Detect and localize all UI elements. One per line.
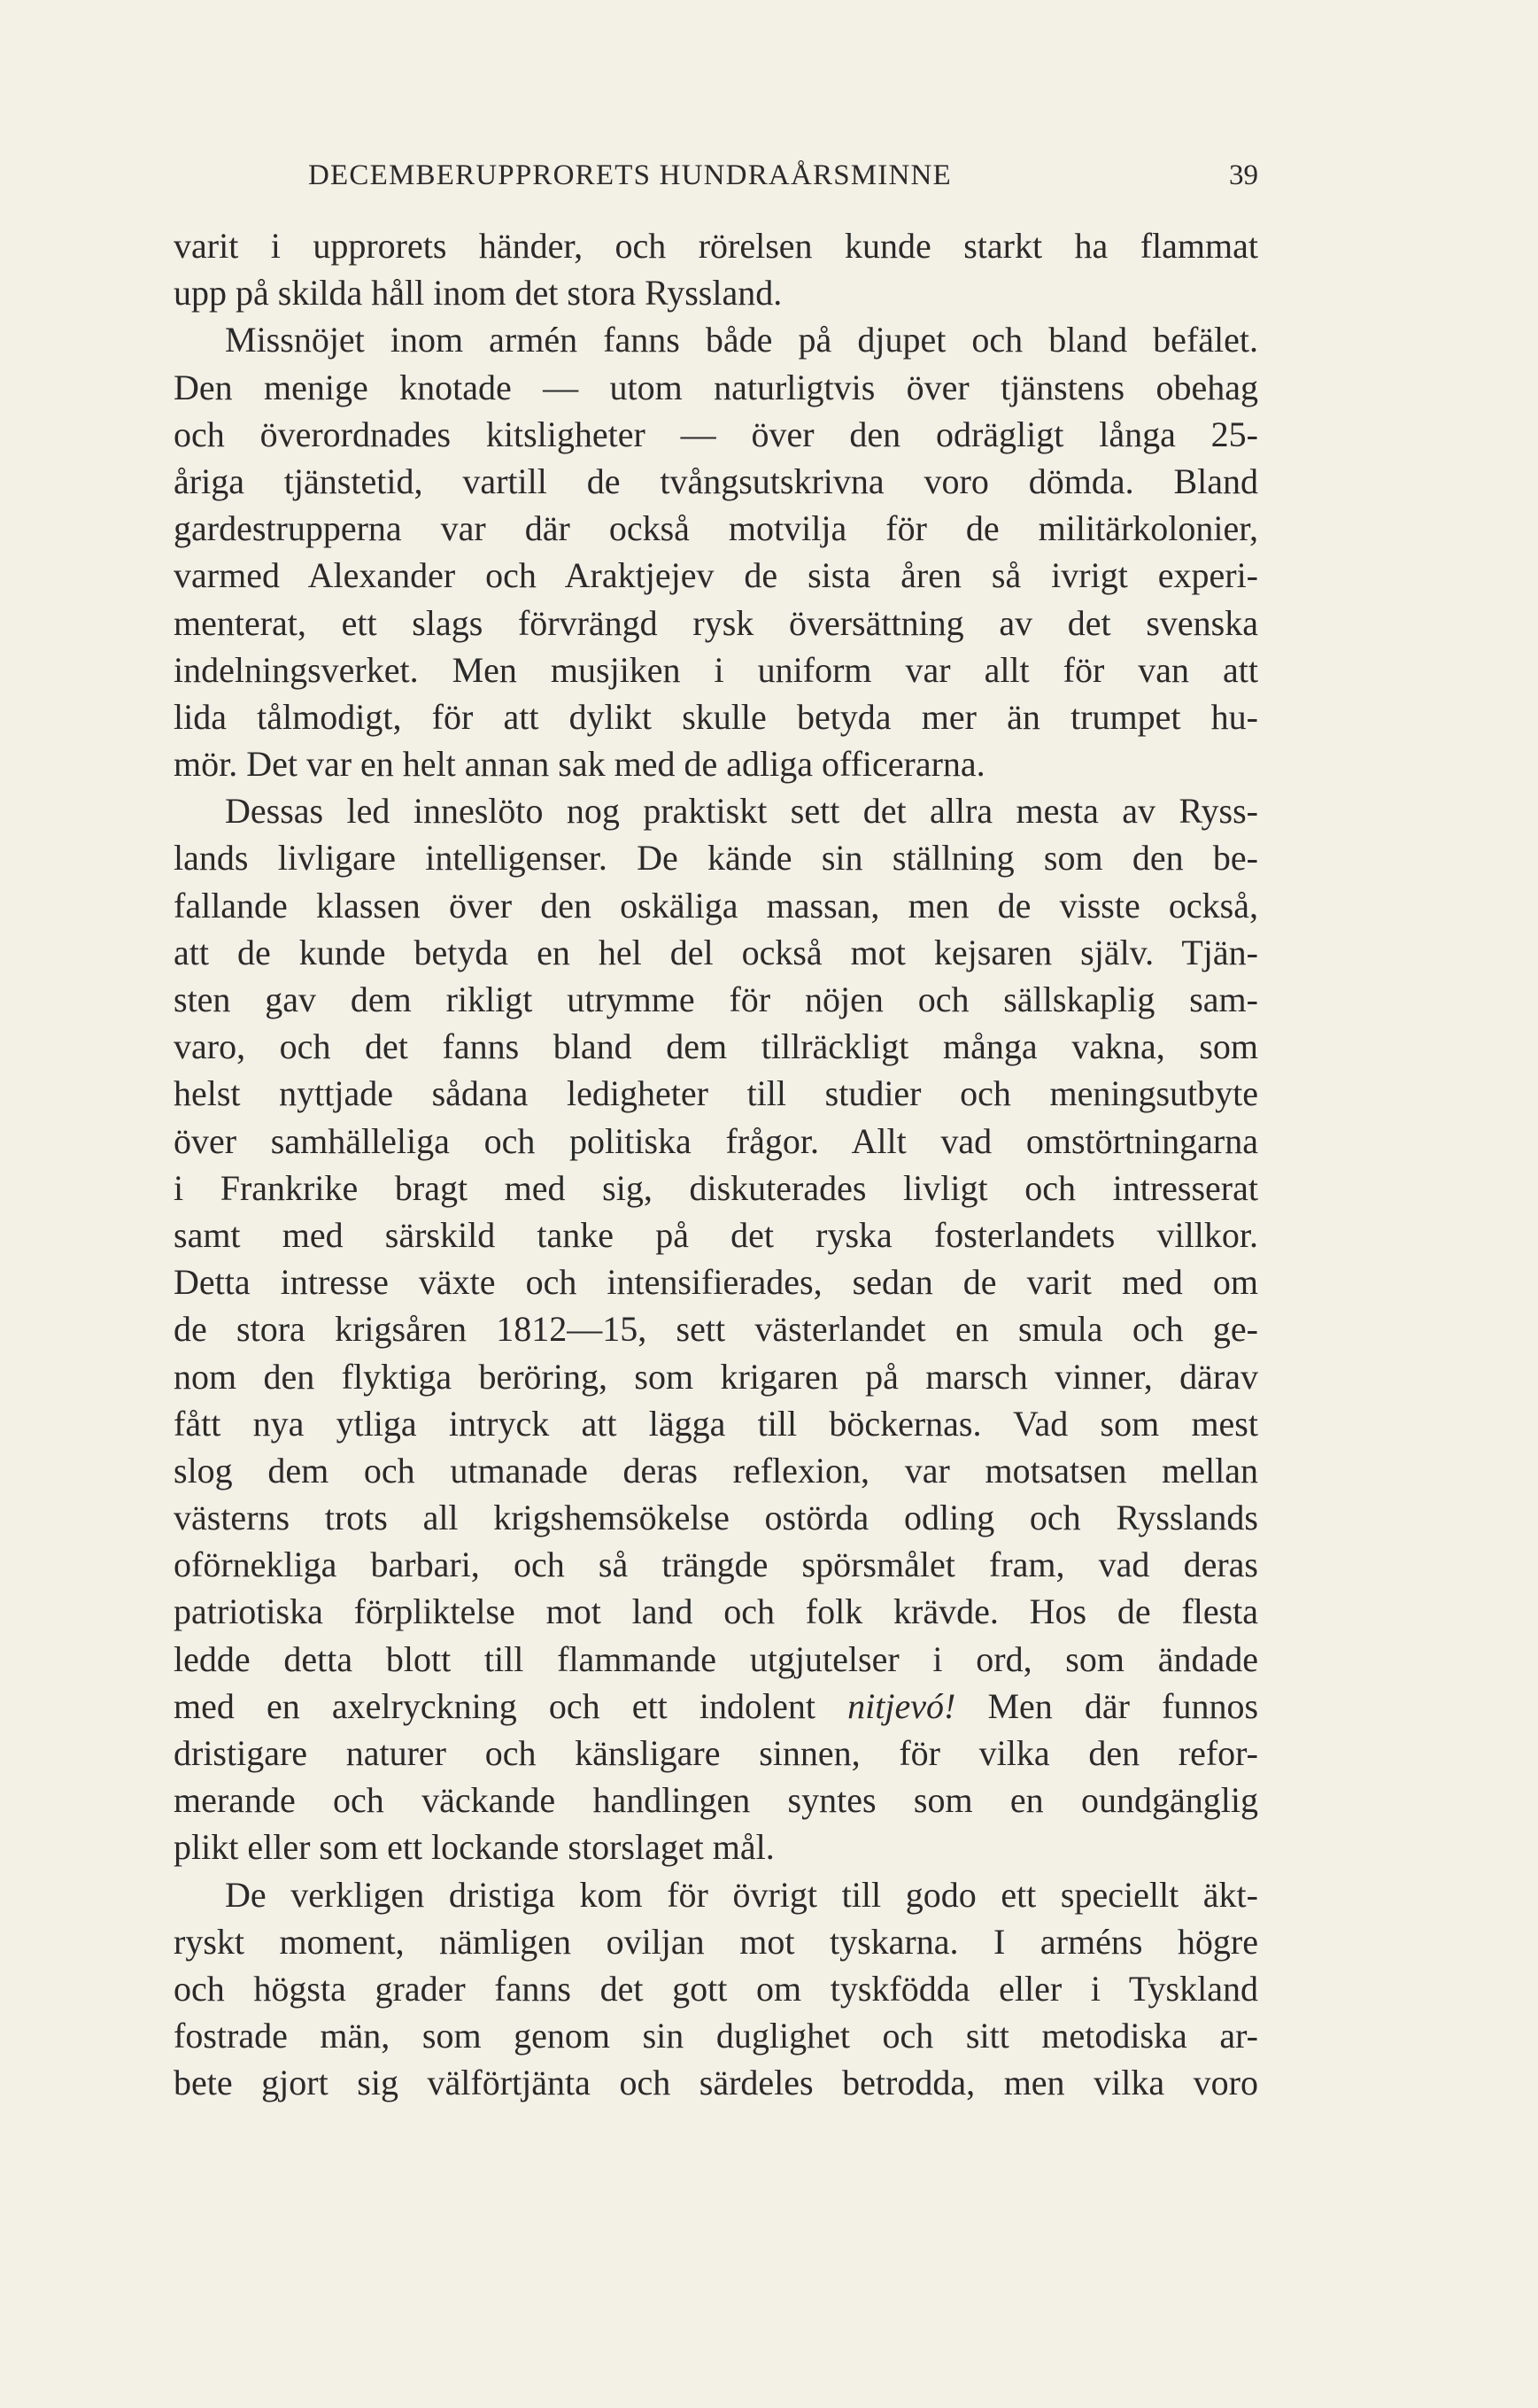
text-line: de stora krigsåren 1812—15, sett västerlandet en smula och ge- [174,1309,1258,1350]
text-line: ledde detta blott till flammande utgjutelser i ord, som ändade [174,1638,1258,1679]
text-line: över samhälleliga och politiska frågor. Allt vad omstörtningarna [174,1120,1258,1161]
text-line: lands livligare intelligenser. De kände sin ställning som den be- [174,838,1258,879]
text-line: att de kunde betyda en hel del också mot kejsaren själv. Tjän- [174,932,1258,972]
text-line: i Frankrike bragt med sig, diskuterades livligt och intresserat [174,1167,1258,1208]
text-line: slog dem och utmanade deras reflexion, var motsatsen mellan [174,1450,1258,1490]
body-text [174,222,1258,2107]
text-line: upp på skilda håll inom det stora Ryssland. [174,273,783,314]
page-number: 39 [1229,159,1258,191]
text-run: Men där funnos [955,1685,1259,1726]
text-line: västerns trots all krigshemsökelse ostörda odling och Rysslands [174,1498,1258,1538]
page-header [174,149,1258,202]
text-line: fallande klassen över den oskäliga massan, men de visste också, [174,885,1258,925]
text-line: varo, och det fanns bland dem tillräckligt många vakna, som [174,1026,1258,1067]
text-line: Detta intresse växte och intensifierades, sedan de varit med om [174,1262,1258,1303]
italic-word: nitjevó! [847,1685,956,1726]
text-line: Den menige knotade — utom naturligtvis över tjänstens obehag [174,367,1258,407]
text-line: Missnöjet inom armén fanns både på djupet och bland befälet. [225,320,1258,360]
text-line: merande och väckande handlingen syntes som en oundgänglig [174,1780,1258,1821]
text-line: samt med särskild tanke på det ryska fosterlandets villkor. [174,1214,1258,1255]
text-line: sten gav dem rikligt utrymme för nöjen och sällskaplig sam- [174,979,1258,1019]
text-line: fostrade män, som genom sin duglighet och sitt metodiska ar- [174,2016,1258,2056]
text-run: med en axelryckning och ett indolent [174,1685,848,1726]
text-line: oförnekliga barbari, och så trängde spörsmålet fram, vad deras [174,1545,1258,1585]
text-line: dristigare naturer och känsligare sinnen, för vilka den refor- [174,1733,1258,1773]
text-line: patriotiska förpliktelse mot land och folk krävde. Hos de flesta [174,1591,1258,1632]
text-line: fått nya ytliga intryck att lägga till böckernas. Vad som mest [174,1403,1258,1444]
text-line: indelningsverket. Men musjiken i uniform var allt för van att [174,649,1258,690]
text-line: ryskt moment, nämligen oviljan mot tyskarna. I arméns högre [174,1921,1258,1962]
text-line: plikt eller som ett lockande storslaget mål. [174,1827,775,1868]
text-line: nom den flyktiga beröring, som krigaren på marsch vinner, därav [174,1356,1258,1397]
text-line: åriga tjänstetid, vartill de tvångsutskrivna voro dömda. Bland [174,461,1258,501]
text-line: bete gjort sig välförtjänta och särdeles betrodda, men vilka voro [174,2063,1258,2103]
text-line: varit i upprorets händer, och rörelsen kunde starkt ha flammat [174,226,1258,266]
text-line: varmed Alexander och Araktjejev de sista åren så ivrigt experi- [174,555,1258,596]
text-line: gardestrupperna var där också motvilja för de militärkolonier, [174,508,1258,549]
text-line: Dessas led inneslöto nog praktiskt sett det allra mesta av Ryss- [225,791,1258,832]
text-line: lida tålmodigt, för att dylikt skulle betyda mer än trumpet hu- [174,696,1258,737]
running-title: DECEMBERUPPRORETS HUNDRAÅRSMINNE [308,159,952,191]
text-line: helst nyttjade sådana ledigheter till studier och meningsutbyte [174,1073,1258,1114]
text-line: och högsta grader fanns det gott om tyskfödda eller i Tyskland [174,1968,1258,2009]
text-line-with-italic [174,1683,1258,1730]
text-line: menterat, ett slags förvrängd rysk översättning av det svenska [174,602,1258,643]
text-line: och överordnades kitsligheter — över den odrägligt långa 25- [174,414,1258,454]
text-line: mör. Det var en helt annan sak med de adliga officerarna. [174,744,985,785]
text-line: De verkligen dristiga kom för övrigt till godo ett speciellt äkt- [225,1874,1258,1915]
